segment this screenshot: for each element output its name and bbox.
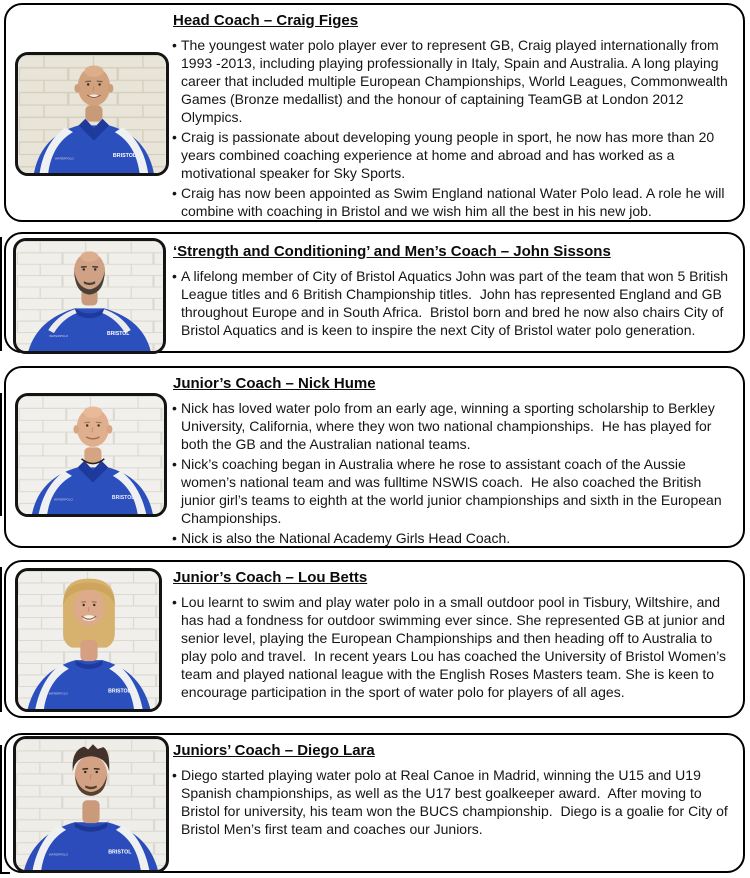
coach-card-diego-lara — [4, 733, 745, 873]
portrait-illustration — [16, 739, 166, 870]
portrait-illustration — [18, 396, 164, 514]
coach-bullet: • Nick’s coaching began in Australia where he rose to assistant coach of the Aussie women’s national team and was fulltime NSWIS coach. He also coached the British junior girl’s teams to eighth at the world junior championships and sixth in the European Championships. — [172, 455, 736, 527]
coach-heading: Head Coach – Craig Figes — [173, 12, 359, 29]
shirt-logo-bristol: BRISTOL — [107, 330, 130, 337]
coach-bullet-list — [172, 593, 736, 701]
left-edge-foot-mark — [0, 872, 10, 874]
coach-card-craig-figes — [4, 3, 745, 222]
coach-heading: ‘Strength and Conditioning’ and Men’s Coach – John Sissons — [173, 243, 611, 260]
portrait-illustration — [18, 55, 166, 173]
coach-photo-nick-hume — [15, 393, 167, 517]
coach-bullet: • Lou learnt to swim and play water polo in a small outdoor pool in Tisbury, Wiltshire, and has had a fondness for outdoor swimming ever since. She represented GB at junior and senior level, playing the European Championships and then heading off to Australia to play polo and travel. In recent years Lou has coached the University of Bristol Women’s team and played national league with the English Roses Masters team. She is keen to encourage participation in the sport of water polo for players of all ages. — [172, 593, 736, 701]
shirt-logo-bristol: BRISTOL — [111, 494, 135, 501]
coach-bullet-list — [172, 267, 736, 339]
coach-heading: Junior’s Coach – Nick Hume — [173, 375, 376, 392]
left-edge-mark — [0, 237, 2, 351]
coach-text-block — [172, 234, 736, 339]
portrait-illustration — [18, 571, 159, 709]
shirt-logo-waterpolo: WATERPOLO — [54, 156, 74, 161]
coach-card-nick-hume — [4, 366, 745, 548]
coach-bullet-list — [172, 766, 736, 838]
coach-bullet-list — [172, 36, 736, 220]
coach-bullet: • A lifelong member of City of Bristol Aquatics John was part of the team that won 5 British League titles and 6 British Championship titles. John has represented England and GB throughout Europe and in South Africa. Bristol born and bred he now also chairs City of Bristol Aquatics and is keen to inspire the next City of Bristol water polo generation. — [172, 267, 736, 339]
coach-text-block — [172, 368, 736, 547]
coach-bullet: • Craig is passionate about developing young people in sport, he now has more than 20 years combined coaching experience at home and abroad and has worked as a motivational speaker for Sky Sports. — [172, 128, 736, 182]
coach-photo-lou-betts — [15, 568, 162, 712]
coach-photo-diego-lara — [13, 736, 169, 873]
coach-text-block — [172, 5, 736, 220]
left-edge-mark — [0, 393, 2, 516]
coach-bullet: • The youngest water polo player ever to represent GB, Craig played internationally from 1993 -2013, including playing professionally in Italy, Spain and Australia. A long playing career that included multiple European Championships, World Leagues, Commonwealth Games (Bronze medallist) and the honour of captaining TeamGB at London 2012 Olympics. — [172, 36, 736, 126]
coach-heading: Juniors’ Coach – Diego Lara — [173, 742, 375, 759]
left-edge-mark — [0, 567, 2, 712]
coach-photo-craig-figes — [15, 52, 169, 176]
shirt-logo-bristol: BRISTOL — [108, 688, 131, 695]
shirt-logo-waterpolo: WATERPOLO — [48, 852, 69, 857]
coach-card-john-sissons — [4, 232, 745, 353]
coach-bullet: • Nick has loved water polo from an early age, winning a sporting scholarship to Berkley University, California, where they won two national championships. He has played for both the GB and the Australian national teams. — [172, 399, 736, 453]
coach-text-block — [172, 562, 736, 701]
portrait-illustration — [16, 241, 163, 351]
left-edge-mark — [0, 745, 2, 874]
coach-bullet: • Craig has now been appointed as Swim England national Water Polo lead. A role he will combine with coaching in Bristol and we wish him all the best in his new job. — [172, 184, 736, 220]
coach-heading: Junior’s Coach – Lou Betts — [173, 569, 368, 586]
coach-text-block — [172, 735, 736, 838]
coach-photo-john-sissons — [13, 238, 166, 354]
coach-card-lou-betts — [4, 560, 745, 718]
shirt-logo-waterpolo: WATERPOLO — [49, 333, 69, 338]
coach-bullet-list — [172, 399, 736, 547]
shirt-logo-waterpolo: WATERPOLO — [53, 497, 73, 502]
shirt-logo-bristol: BRISTOL — [108, 849, 132, 856]
shirt-logo-bristol: BRISTOL — [112, 152, 137, 159]
coach-bullet: • Diego started playing water polo at Real Canoe in Madrid, winning the U15 and U19 Spanish championships, as well as the U17 best goalkeeper award. After moving to Bristol for university, his team won the BUCS championship. Diego is a goalie for City of Bristol Men’s first team and coaches our Juniors. — [172, 766, 736, 838]
shirt-logo-waterpolo: WATERPOLO — [48, 691, 68, 696]
coach-bullet: • Nick is also the National Academy Girls Head Coach. — [172, 529, 736, 547]
